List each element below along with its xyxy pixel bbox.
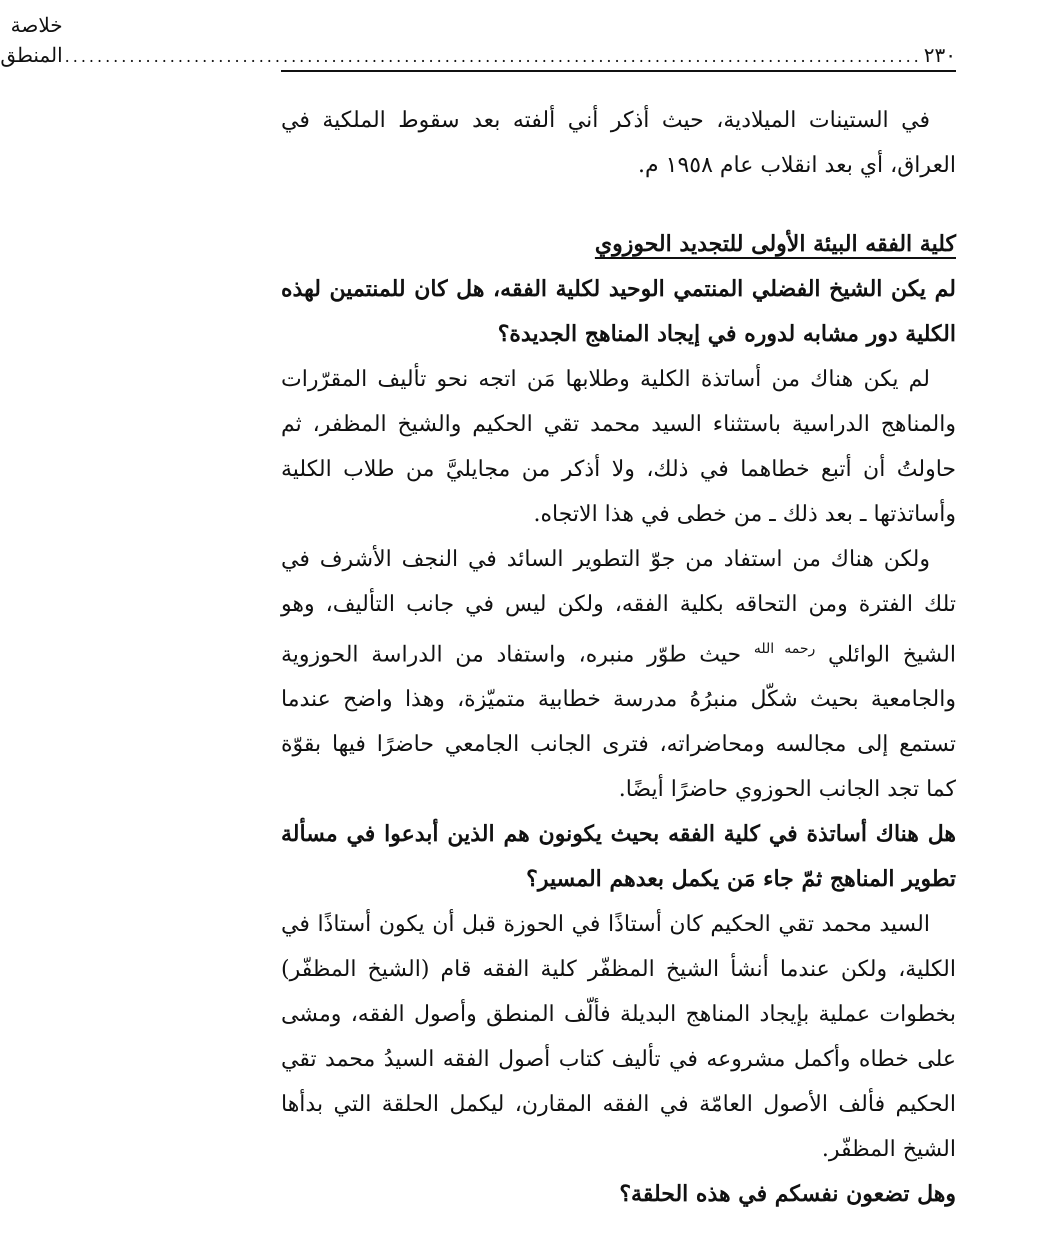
page-number: ٢٣٠: [923, 43, 956, 67]
section-gap: [281, 188, 956, 222]
question-3: وهل تضعون نفسكم في هذه الحلقة؟: [619, 1181, 956, 1208]
section-heading-text: كلية الفقه البيئة الأولى للتجديد الحوزوي: [594, 231, 956, 257]
header-leader-dots: ..........................................................................................................: [64, 47, 922, 66]
section-heading: [281, 222, 956, 267]
page-header: [0, 13, 956, 72]
honorific-mark: رحمه الله: [753, 641, 816, 657]
answer-2: [281, 537, 956, 812]
answer-2-part-2: حيث طوّر منبره، واستفاد من الدراسة الحوزوية والجامعية بحيث شكّل منبرُهُ مدرسة خطابية متميّزة، وهذا واضح عندما تستمع إلى مجالسه ومحاضراته، فترى الجانب الجامعي حاضرًا فيها بقوّة كما تجد الجانب الحوزوي حاضرًا أيضًا.: [281, 642, 956, 803]
answer-1: لم يكن هناك من أساتذة الكلية وطلابها مَن اتجه نحو تأليف المقرّرات والمناهج الدراسية باستثناء السيد محمد تقي الحكيم والشيخ المظفر، ثم حاولتُ أن أتبع خطاهما في ذلك، ولا أذكر من مجايليَّ من طلاب الكلية وأساتذتها ـ بعد ذلك ـ من خطى في هذا الاتجاه.: [281, 367, 956, 527]
answer-2-part-1: ولكن هناك من استفاد من جوّ التطوير السائد في النجف الأشرف في تلك الفترة ومن التحاقه بكلية الفقه، ولكن ليس في جانب التأليف، وهو الشيخ الوائلي: [281, 547, 956, 668]
running-title: خلاصة المنطق: [0, 13, 63, 67]
page-body: [281, 98, 956, 1217]
question-1: لم يكن الشيخ الفضلي المنتمي الوحيد لكلية الفقه، هل كان للمنتمين لهذه الكلية دور مشابه لدوره في إيجاد المناهج الجديدة؟: [281, 276, 956, 347]
question-2: هل هناك أساتذة في كلية الفقه بحيث يكونون هم الذين أبدعوا في مسألة تطوير المناهج ثمّ جاء مَن يكمل بعدهم المسير؟: [281, 821, 956, 893]
paragraph-intro: في الستينات الميلادية، حيث أذكر أني ألفته بعد سقوط الملكية في العراق، أي بعد انقلاب عام ١٩٥٨ م.: [281, 108, 956, 178]
answer-3: السيد محمد تقي الحكيم كان أستاذًا في الحوزة قبل أن يكون أستاذًا في الكلية، ولكن عندما أنشأ الشيخ المظفّر كلية الفقه قام (الشيخ المظفّر) بخطوات عملية بإيجاد المناهج البديلة فألّف المنطق وأصول الفقه، ومشى على خطاه وأكمل مشروعه في تأليف كتاب أصول الفقه السيدُ محمد تقي الحكيم فألف الأصول العامّة في الفقه المقارن، ليكمل الحلقة التي بدأها الشيخ المظفّر.: [281, 912, 956, 1163]
